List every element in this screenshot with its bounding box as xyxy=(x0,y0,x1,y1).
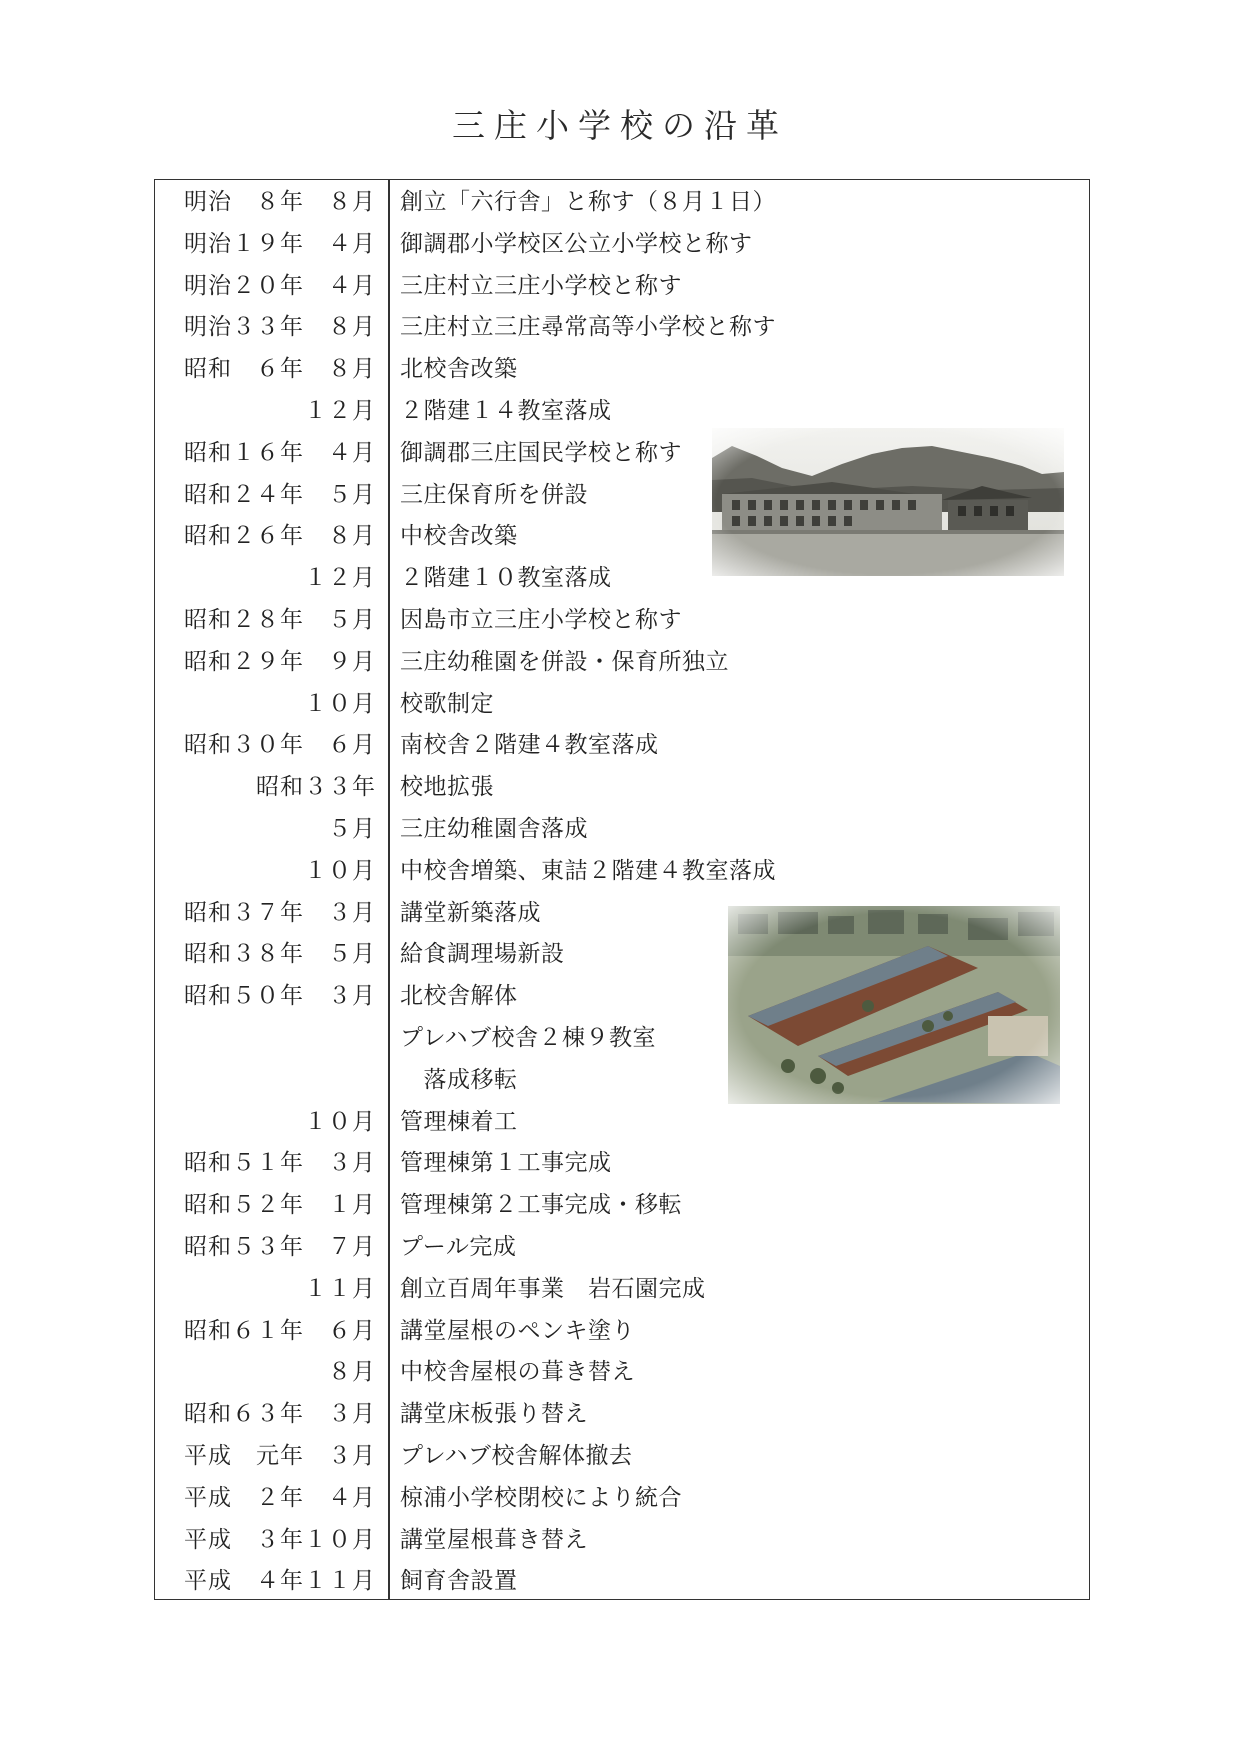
row-event: 中校舎屋根の葺き替え xyxy=(400,1359,635,1386)
row-date: １０月 xyxy=(304,857,376,884)
old-school-photo xyxy=(712,428,1064,576)
history-row xyxy=(154,1269,1090,1311)
row-event: 講堂屋根のペンキ塗り xyxy=(400,1317,635,1344)
history-row xyxy=(154,266,1090,308)
row-date: 昭和 ６年 ８月 xyxy=(184,356,376,383)
row-date: 平成 ２年 ４月 xyxy=(184,1484,376,1511)
row-date: 昭和６１年 ６月 xyxy=(184,1317,376,1344)
row-event: 管理棟第２工事完成・移転 xyxy=(400,1192,682,1219)
row-date: 明治２０年 ４月 xyxy=(184,272,376,299)
history-row xyxy=(154,349,1090,391)
row-date: 昭和５０年 ３月 xyxy=(184,983,376,1010)
row-event: 南校舎２階建４教室落成 xyxy=(400,732,659,759)
row-event: 講堂床板張り替え xyxy=(400,1401,588,1428)
row-event: 管理棟第１工事完成 xyxy=(400,1150,612,1177)
row-date: 昭和２６年 ８月 xyxy=(184,523,376,550)
row-date: ８月 xyxy=(328,1359,376,1386)
row-date: １１月 xyxy=(304,1275,376,1302)
history-row xyxy=(154,1227,1090,1269)
row-event: ２階建１０教室落成 xyxy=(400,565,612,592)
history-row xyxy=(154,1102,1090,1144)
row-date: 明治 ８年 ８月 xyxy=(184,189,376,215)
row-date: 昭和５１年 ３月 xyxy=(184,1150,376,1177)
row-event: 講堂新築落成 xyxy=(400,899,541,926)
row-event: 落成移転 xyxy=(400,1066,518,1093)
row-date: 明治３３年 ８月 xyxy=(184,314,376,341)
history-row xyxy=(154,725,1090,767)
row-date: 昭和５２年 １月 xyxy=(184,1192,376,1219)
row-date: 昭和２８年 ５月 xyxy=(184,606,376,633)
row-date: ５月 xyxy=(328,815,376,842)
row-event: 北校舎解体 xyxy=(400,983,518,1010)
row-event: 椋浦小学校閉校により統合 xyxy=(400,1484,682,1511)
row-event: 給食調理場新設 xyxy=(400,941,565,968)
row-event: 創立百周年事業 岩石園完成 xyxy=(400,1275,706,1302)
row-event: プレハブ校舎２棟９教室 xyxy=(400,1024,656,1051)
row-date: 明治１９年 ４月 xyxy=(184,230,376,257)
row-date: 昭和３０年 ６月 xyxy=(184,732,376,759)
history-row xyxy=(154,1478,1090,1520)
row-event: 三庄幼稚園を併設・保育所独立 xyxy=(400,648,729,675)
row-event: 創立「六行舎」と称す（８月１日） xyxy=(400,189,776,215)
row-event: 校地拡張 xyxy=(400,774,494,801)
row-event: 御調郡三庄国民学校と称す xyxy=(400,439,682,466)
history-row xyxy=(154,684,1090,726)
history-row xyxy=(154,182,1090,224)
row-date: １２月 xyxy=(304,397,376,424)
row-event: プレハブ校舎解体撤去 xyxy=(400,1442,633,1469)
row-date: 昭和６３年 ３月 xyxy=(184,1401,376,1428)
history-row xyxy=(154,1311,1090,1353)
history-row xyxy=(154,642,1090,684)
row-date: 昭和３３年 xyxy=(256,774,376,801)
row-event: 管理棟着工 xyxy=(400,1108,518,1135)
row-date: １０月 xyxy=(304,690,376,717)
row-event: 中校舎増築、東詰２階建４教室落成 xyxy=(400,857,776,884)
page-title: 三庄小学校の沿革 xyxy=(452,106,788,145)
history-row xyxy=(154,1185,1090,1227)
row-date: １２月 xyxy=(304,565,376,592)
row-date: 昭和２４年 ５月 xyxy=(184,481,376,508)
history-row xyxy=(154,307,1090,349)
row-event: 飼育舎設置 xyxy=(400,1568,518,1595)
row-date: 平成 ４年１１月 xyxy=(184,1568,376,1595)
history-row xyxy=(154,809,1090,851)
row-date: 平成 ３年１０月 xyxy=(184,1526,376,1553)
row-date: 平成 元年 ３月 xyxy=(184,1442,376,1469)
history-row xyxy=(154,851,1090,893)
row-event: ２階建１４教室落成 xyxy=(400,397,612,424)
row-date: 昭和２９年 ９月 xyxy=(184,648,376,675)
history-row xyxy=(154,600,1090,642)
row-date: 昭和１６年 ４月 xyxy=(184,439,376,466)
row-date: 昭和３８年 ５月 xyxy=(184,941,376,968)
row-event: 御調郡小学校区公立小学校と称す xyxy=(400,230,753,257)
history-row xyxy=(154,1352,1090,1394)
row-event: 三庄幼稚園舎落成 xyxy=(400,815,588,842)
row-event: 北校舎改築 xyxy=(400,356,518,383)
history-row xyxy=(154,1436,1090,1478)
row-date: 昭和５３年 ７月 xyxy=(184,1233,376,1260)
row-event: 三庄保育所を併設 xyxy=(400,481,588,508)
row-event: 三庄村立三庄小学校と称す xyxy=(400,272,682,299)
history-row xyxy=(154,1520,1090,1562)
history-row xyxy=(154,1561,1090,1603)
history-row xyxy=(154,391,1090,433)
history-table xyxy=(154,182,1090,1603)
row-event: 校歌制定 xyxy=(400,690,494,717)
history-row xyxy=(154,224,1090,266)
row-event: プール完成 xyxy=(400,1233,517,1260)
row-event: 中校舎改築 xyxy=(400,523,518,550)
history-row xyxy=(154,1143,1090,1185)
history-row xyxy=(154,1394,1090,1436)
history-row xyxy=(154,767,1090,809)
row-event: 因島市立三庄小学校と称す xyxy=(400,606,682,633)
row-event: 講堂屋根葺き替え xyxy=(400,1526,588,1553)
aerial-school-photo xyxy=(728,906,1060,1104)
row-date: １０月 xyxy=(304,1108,376,1135)
row-date: 昭和３７年 ３月 xyxy=(184,899,376,926)
row-event: 三庄村立三庄尋常高等小学校と称す xyxy=(400,314,776,341)
